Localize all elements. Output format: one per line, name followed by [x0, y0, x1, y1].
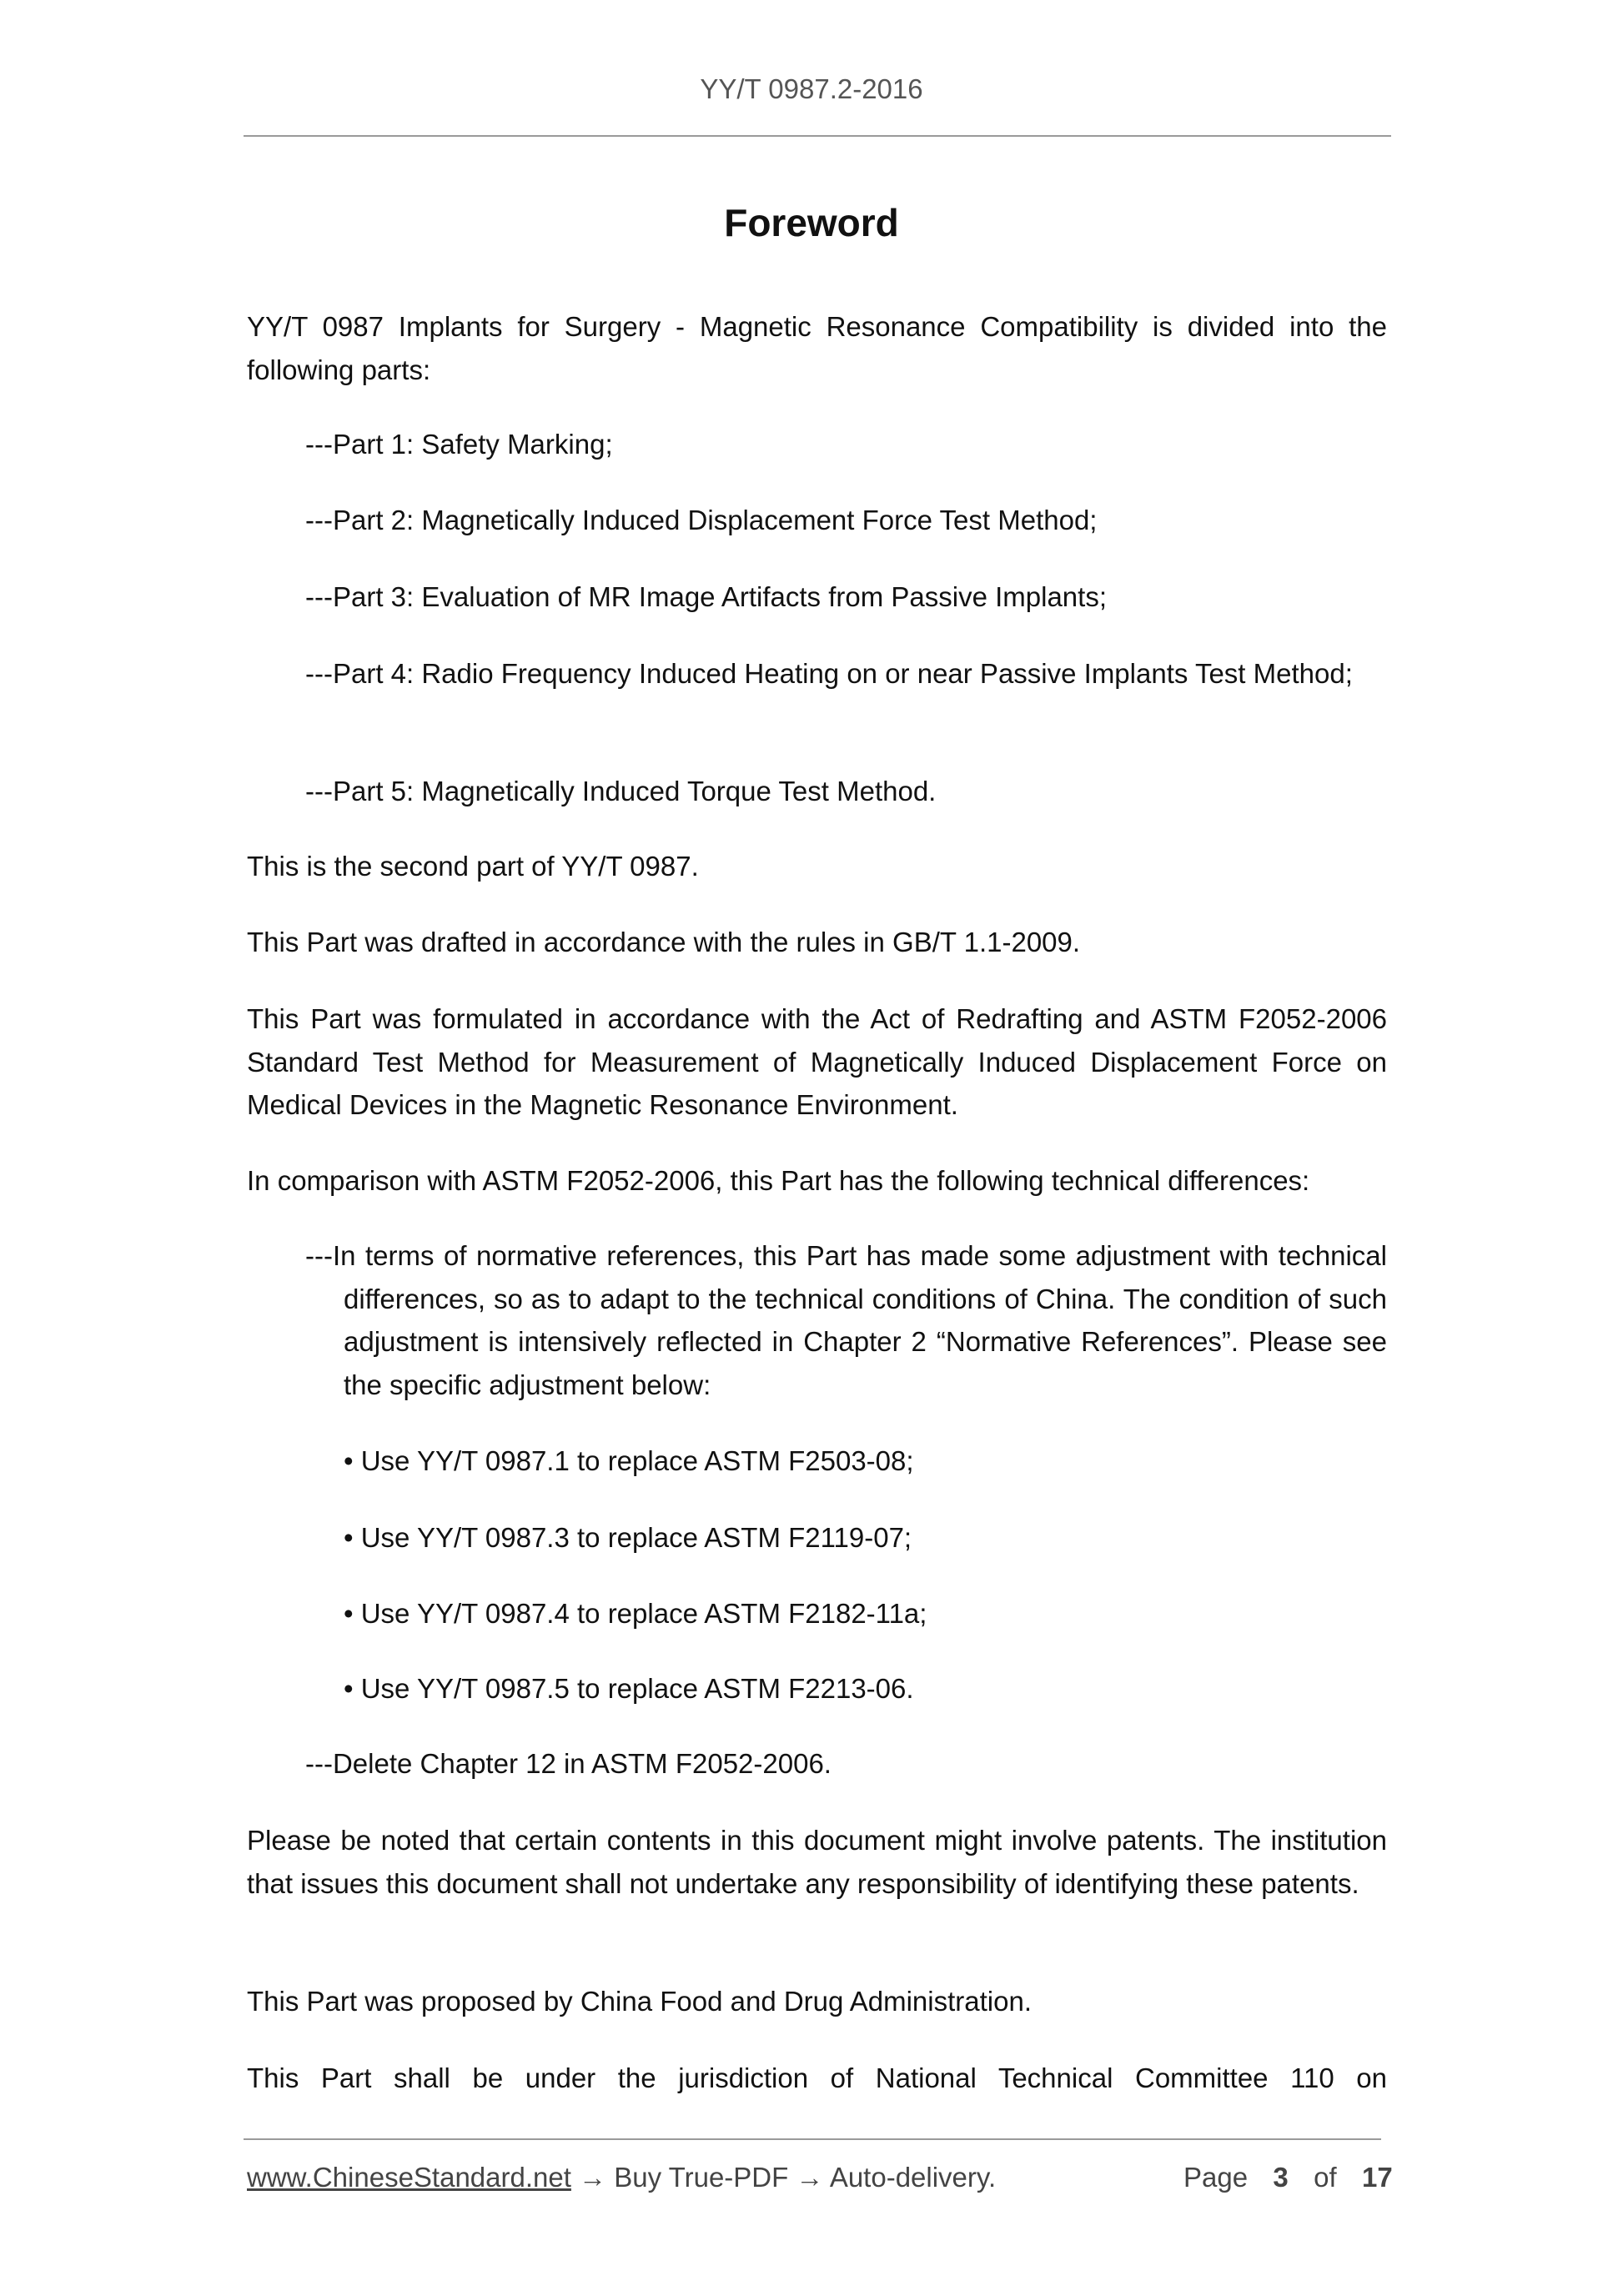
page-label: Page — [1183, 2162, 1249, 2193]
bullet-item: • Use YY/T 0987.5 to replace ASTM F2213-06. — [344, 1673, 914, 1704]
proposed-paragraph: This Part was proposed by China Food and Drug Administration. — [247, 1986, 1032, 2017]
drafted-paragraph: This Part was drafted in accordance with the rules in GB/T 1.1-2009. — [247, 927, 1081, 957]
intro-paragraph: YY/T 0987 Implants for Surgery - Magnetic Resonance Compatibility is divided into the following parts: — [247, 311, 1387, 385]
patents-paragraph: Please be noted that certain contents in this document might involve patents. The institution that issues this document shall not undertake any responsibility of identifying these patents. — [247, 1825, 1387, 1899]
footer-tagline: → Buy True-PDF → Auto-delivery. — [570, 2162, 997, 2193]
header-divider — [244, 135, 1391, 137]
part-item: ---Part 3: Evaluation of MR Image Artifacts from Passive Implants; — [305, 581, 1107, 612]
part-item: ---Part 1: Safety Marking; — [305, 429, 613, 460]
footer-divider — [244, 2138, 1381, 2140]
jurisdiction-paragraph: This Part shall be under the jurisdiction of National Technical Committee 110 on — [247, 2062, 1387, 2093]
part-item: ---Part 4: Radio Frequency Induced Heating on or near Passive Implants Test Method; — [305, 658, 1353, 689]
website-link[interactable]: www.ChineseStandard.net — [247, 2162, 571, 2193]
normative-difference: ---In terms of normative references, this Part has made some adjustment with technical differences, so as to adapt to the technical conditions of China. The condition of such adjustment is intensively reflected in Chapter 2 “Normative References”. Please see the specific adjustment below: — [305, 1240, 1387, 1400]
page-number: 3 — [1273, 2162, 1289, 2193]
page-indicator — [1183, 2162, 1393, 2193]
delete-difference: ---Delete Chapter 12 in ASTM F2052-2006. — [305, 1748, 832, 1779]
comparison-paragraph: In comparison with ASTM F2052-2006, this Part has the following technical differences: — [247, 1165, 1310, 1196]
footer-left — [247, 2162, 996, 2193]
page-total: 17 — [1362, 2162, 1393, 2193]
bullet-item: • Use YY/T 0987.1 to replace ASTM F2503-08; — [344, 1445, 914, 1476]
bullet-item: • Use YY/T 0987.3 to replace ASTM F2119-07; — [344, 1522, 912, 1553]
part-item: ---Part 5: Magnetically Induced Torque Test Method. — [305, 776, 937, 806]
second-part-paragraph: This is the second part of YY/T 0987. — [247, 851, 699, 882]
of-label: of — [1314, 2162, 1337, 2193]
bullet-item: • Use YY/T 0987.4 to replace ASTM F2182-11a; — [344, 1598, 927, 1629]
running-header: YY/T 0987.2-2016 — [700, 73, 923, 104]
page-title: Foreword — [724, 201, 899, 244]
formulated-paragraph: This Part was formulated in accordance with the Act of Redrafting and ASTM F2052-2006 Standard Test Method for Measurement of Magnetically Induced Displacement Force on Medical Devices in the Magnetic Resonance Environment. — [247, 1003, 1387, 1120]
part-item: ---Part 2: Magnetically Induced Displacement Force Test Method; — [305, 505, 1098, 535]
